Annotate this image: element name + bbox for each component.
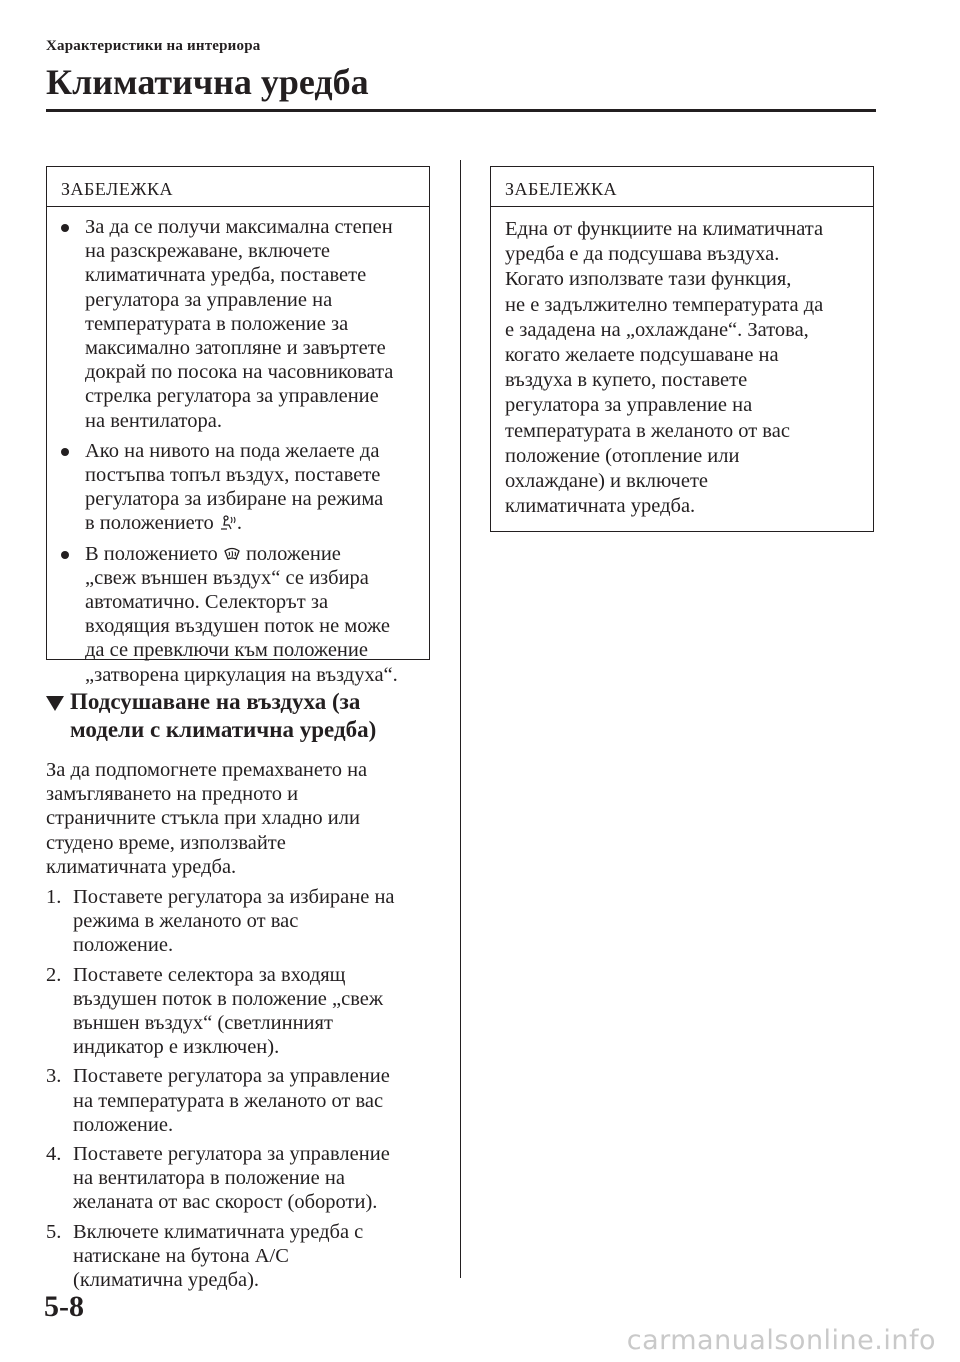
text-line: не е задължително температурата да	[505, 293, 824, 316]
text-line	[85, 511, 415, 535]
text-line: на вентилатора.	[85, 409, 222, 432]
bullet-icon	[61, 551, 69, 559]
windshield-defrost-icon	[223, 546, 241, 562]
text-line: Поставете регулатора за управление	[73, 1065, 390, 1088]
text-line: охлаждане) и включете	[505, 470, 708, 493]
text-line: Поставете селектора за входящ	[73, 963, 346, 986]
text-line: въздуха в купето, поставете	[505, 369, 748, 392]
heading-line: Подсушаване на въздуха (за	[70, 689, 361, 714]
bullet-icon	[61, 224, 69, 232]
note-bullet-3	[61, 542, 415, 687]
text-line: уредба е да подсушава въздуха.	[505, 243, 780, 266]
text-line: замъгляването на предното и	[46, 783, 299, 806]
floor-defrost-mode-icon	[219, 515, 237, 531]
watermark: carmanualsonline.info	[626, 1325, 936, 1356]
text-line: климатичната уредба.	[46, 855, 237, 878]
heading-line: модели с климатична уредба)	[70, 717, 377, 742]
text-line: Една от функциите на климатичната	[505, 218, 824, 240]
note-box-left	[46, 166, 430, 686]
note-bullet-2	[61, 439, 415, 536]
step-number: 1.	[46, 886, 62, 909]
text-fragment: В положението	[85, 542, 223, 565]
triangle-marker-icon	[46, 696, 64, 711]
text-line: положение.	[73, 934, 174, 957]
text-line: (климатична уредба).	[73, 1269, 260, 1292]
intro-paragraph	[46, 758, 446, 879]
text-fragment: положение	[240, 542, 341, 565]
text-line: стрелка регулатора за управление	[85, 385, 379, 408]
text-line: индикатор е изключен).	[73, 1036, 280, 1059]
text-line: желаната от вас скорост (обороти).	[73, 1191, 378, 1214]
step-item	[46, 963, 446, 1060]
text-line: Ако на нивото на пода желаете да	[85, 439, 380, 462]
text-line: „свеж външен въздух“ се избира	[85, 566, 369, 589]
step-item	[46, 1142, 446, 1215]
text-fragment: .	[236, 512, 242, 535]
note-box-right	[490, 166, 874, 532]
text-line: климатичната уредба, поставете	[85, 264, 367, 287]
step-item	[46, 1220, 446, 1293]
page-number: 5-8	[44, 1290, 84, 1323]
text-line: въздушен поток в положение „свеж	[73, 987, 384, 1010]
text-line: регулатора за управление на	[505, 394, 753, 417]
text-line: режима в желаното от вас	[73, 910, 299, 933]
bullet-icon	[61, 448, 69, 456]
section-heading	[46, 688, 446, 744]
text-line: максимално затопляне и завъртете	[85, 337, 386, 360]
text-line: на вентилатора в положение на	[73, 1167, 345, 1190]
step-number: 5.	[46, 1220, 62, 1243]
text-line: „затворена циркулация на въздуха“.	[85, 663, 398, 686]
note-body	[491, 207, 873, 529]
text-line: е зададена на „охлаждане“. Затова,	[505, 318, 809, 341]
text-line: Включете климатичната уредба с	[73, 1220, 364, 1243]
page-title: Климатична уредба	[46, 62, 369, 102]
steps-list	[46, 885, 446, 1292]
text-line: положение (отопление или	[505, 444, 740, 467]
text-line: температурата в положение за	[85, 312, 349, 335]
dehumidify-section	[46, 688, 446, 1297]
note-body	[47, 207, 429, 703]
text-line: страничните стъкла при хладно или	[46, 807, 360, 830]
text-line: Когато използвате тази функция,	[505, 268, 792, 291]
text-line: на температурата в желаното от вас	[73, 1089, 384, 1112]
text-line: автоматично. Селекторът за	[85, 591, 329, 614]
step-item	[46, 885, 446, 958]
step-item	[46, 1064, 446, 1137]
text-line: студено време, използвайте	[46, 831, 286, 854]
text-line: Поставете регулатора за избиране на	[73, 886, 395, 909]
note-bullet-1	[61, 215, 415, 433]
step-number: 3.	[46, 1065, 62, 1088]
text-line: За да подпомогнете премахването на	[46, 759, 368, 781]
column-divider	[460, 160, 461, 1278]
header-rule	[46, 109, 876, 112]
text-line: За да се получи максимална степен	[85, 216, 393, 238]
step-number: 4.	[46, 1143, 62, 1166]
text-line: докрай по посока на часовниковата	[85, 361, 394, 384]
note-heading: ЗАБЕЛЕЖКА	[491, 167, 873, 207]
text-fragment: в положението	[85, 512, 219, 535]
text-line: постъпва топъл въздух, поставете	[85, 464, 381, 487]
header-section-label: Характеристики на интериора	[46, 38, 261, 54]
text-line: регулатора за избиране на режима	[85, 488, 384, 511]
text-line: входящия въздушен поток не може	[85, 615, 391, 638]
step-number: 2.	[46, 963, 62, 986]
text-line: температурата в желаното от вас	[505, 419, 790, 442]
text-line	[85, 542, 415, 566]
text-line: когато желаете подсушаване на	[505, 344, 779, 367]
text-line: климатичната уредба.	[505, 495, 696, 518]
text-line: външен въздух“ (светлинният	[73, 1012, 333, 1035]
note-heading: ЗАБЕЛЕЖКА	[47, 167, 429, 207]
text-line: на разскрежаване, включете	[85, 240, 331, 263]
text-line: да се превключи към положение	[85, 639, 368, 662]
text-line: Поставете регулатора за управление	[73, 1143, 390, 1166]
text-line: регулатора за управление на	[85, 288, 333, 311]
text-line: натискане на бутона A/C	[73, 1244, 289, 1267]
text-line: положение.	[73, 1113, 174, 1136]
